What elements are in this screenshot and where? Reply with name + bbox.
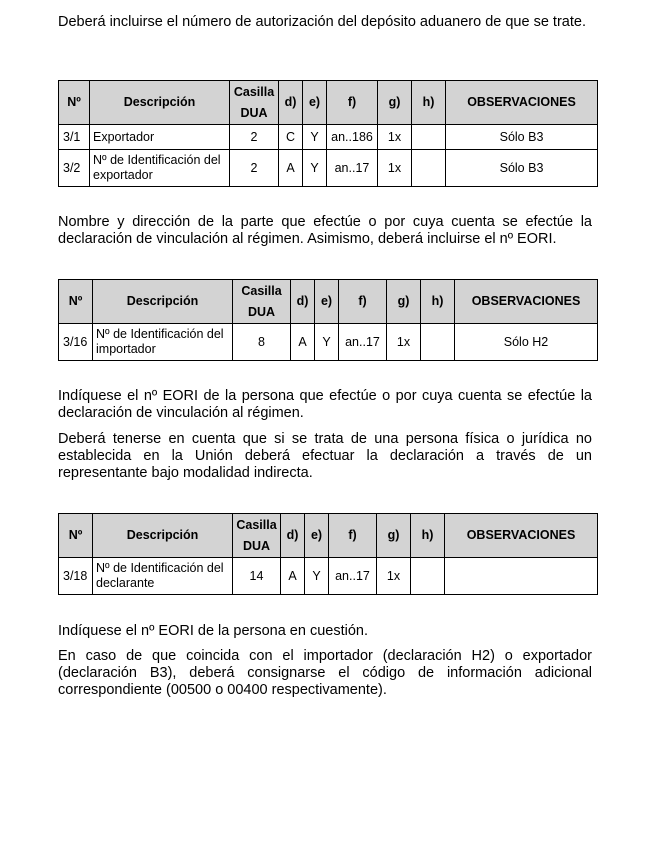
cell-d: C bbox=[279, 125, 303, 150]
cell-g: 1x bbox=[387, 324, 421, 361]
cell-description: Nº de Identificación del declarante bbox=[93, 558, 233, 595]
header-dua: DUA bbox=[247, 304, 276, 319]
cell-h bbox=[411, 558, 445, 595]
cell-e: Y bbox=[305, 558, 329, 595]
header-g: g) bbox=[377, 514, 411, 558]
header-d: d) bbox=[279, 81, 303, 125]
header-description: Descripción bbox=[90, 81, 230, 125]
cell-description: Nº de Identificación del exportador bbox=[90, 150, 230, 187]
table-row bbox=[59, 558, 598, 595]
table-row bbox=[59, 150, 598, 187]
header-casilla-dua bbox=[233, 514, 281, 558]
cell-observaciones: Sólo H2 bbox=[455, 324, 598, 361]
cell-num: 3/2 bbox=[59, 150, 90, 187]
cell-e: Y bbox=[303, 150, 327, 187]
header-casilla: Casilla bbox=[236, 517, 277, 532]
header-casilla-dua bbox=[230, 81, 279, 125]
header-e: e) bbox=[305, 514, 329, 558]
cell-description: Exportador bbox=[90, 125, 230, 150]
header-g: g) bbox=[378, 81, 412, 125]
header-h: h) bbox=[421, 280, 455, 324]
cell-d: A bbox=[281, 558, 305, 595]
paragraph-party-name-address: Nombre y dirección de la parte que efectúe o por cuya cuenta se efectúe la declaración de vinculación al régimen. Asimismo, deberá incluirse el nº EORI. bbox=[58, 214, 592, 247]
header-num: Nº bbox=[59, 81, 90, 125]
paragraph-eori-party: Indíquese el nº EORI de la persona que efectúe o por cuya cuenta se efectúe la declaración de vinculación al régimen. bbox=[58, 388, 592, 421]
header-h: h) bbox=[411, 514, 445, 558]
header-d: d) bbox=[281, 514, 305, 558]
cell-num: 3/1 bbox=[59, 125, 90, 150]
cell-f: an..17 bbox=[327, 150, 378, 187]
header-h: h) bbox=[412, 81, 446, 125]
header-casilla: Casilla bbox=[241, 283, 282, 298]
header-description: Descripción bbox=[93, 280, 233, 324]
table-header-row bbox=[59, 514, 598, 558]
cell-observaciones: Sólo B3 bbox=[446, 150, 598, 187]
cell-casilla: 8 bbox=[233, 324, 291, 361]
cell-h bbox=[412, 150, 446, 187]
data-table-importer bbox=[58, 279, 598, 361]
paragraph-deposit-authorization: Deberá incluirse el número de autorización del depósito aduanero de que se trate. bbox=[58, 14, 586, 30]
header-casilla: Casilla bbox=[233, 84, 275, 99]
header-casilla-dua bbox=[233, 280, 291, 324]
cell-e: Y bbox=[315, 324, 339, 361]
paragraph-non-established-person: Deberá tenerse en cuenta que si se trata de una persona física o jurídica no establecida en la Unión deberá efectuar la declaración a través de un representante bajo modalidad indirecta. bbox=[58, 431, 592, 481]
table-header-row bbox=[59, 81, 598, 125]
data-table-exporter bbox=[58, 80, 598, 187]
paragraph-eori-person: Indíquese el nº EORI de la persona en cuestión. bbox=[58, 623, 368, 639]
cell-casilla: 14 bbox=[233, 558, 281, 595]
cell-f: an..17 bbox=[339, 324, 387, 361]
table-row bbox=[59, 324, 598, 361]
header-num: Nº bbox=[59, 280, 93, 324]
header-f: f) bbox=[327, 81, 378, 125]
paragraph-additional-info-code: En caso de que coincida con el importador (declaración H2) o exportador (declaración B3), deberá consignarse el código de información adicional correspondiente (00500 o 00400 respectivamente). bbox=[58, 648, 592, 698]
cell-g: 1x bbox=[378, 150, 412, 187]
header-e: e) bbox=[303, 81, 327, 125]
cell-casilla: 2 bbox=[230, 125, 279, 150]
header-f: f) bbox=[339, 280, 387, 324]
table-row bbox=[59, 125, 598, 150]
header-num: Nº bbox=[59, 514, 93, 558]
cell-description: Nº de Identificación del importador bbox=[93, 324, 233, 361]
cell-num: 3/16 bbox=[59, 324, 93, 361]
cell-f: an..17 bbox=[329, 558, 377, 595]
header-description: Descripción bbox=[93, 514, 233, 558]
table-header-row bbox=[59, 280, 598, 324]
cell-g: 1x bbox=[377, 558, 411, 595]
header-e: e) bbox=[315, 280, 339, 324]
cell-d: A bbox=[291, 324, 315, 361]
cell-h bbox=[412, 125, 446, 150]
cell-casilla: 2 bbox=[230, 150, 279, 187]
header-observaciones: OBSERVACIONES bbox=[445, 514, 598, 558]
cell-h bbox=[421, 324, 455, 361]
header-d: d) bbox=[291, 280, 315, 324]
header-observaciones: OBSERVACIONES bbox=[446, 81, 598, 125]
header-dua: DUA bbox=[242, 538, 271, 553]
cell-num: 3/18 bbox=[59, 558, 93, 595]
cell-f: an..186 bbox=[327, 125, 378, 150]
cell-observaciones: Sólo B3 bbox=[446, 125, 598, 150]
data-table-declarant bbox=[58, 513, 598, 595]
cell-e: Y bbox=[303, 125, 327, 150]
cell-g: 1x bbox=[378, 125, 412, 150]
header-f: f) bbox=[329, 514, 377, 558]
header-dua: DUA bbox=[240, 105, 268, 120]
cell-d: A bbox=[279, 150, 303, 187]
cell-observaciones bbox=[445, 558, 598, 595]
header-observaciones: OBSERVACIONES bbox=[455, 280, 598, 324]
header-g: g) bbox=[387, 280, 421, 324]
